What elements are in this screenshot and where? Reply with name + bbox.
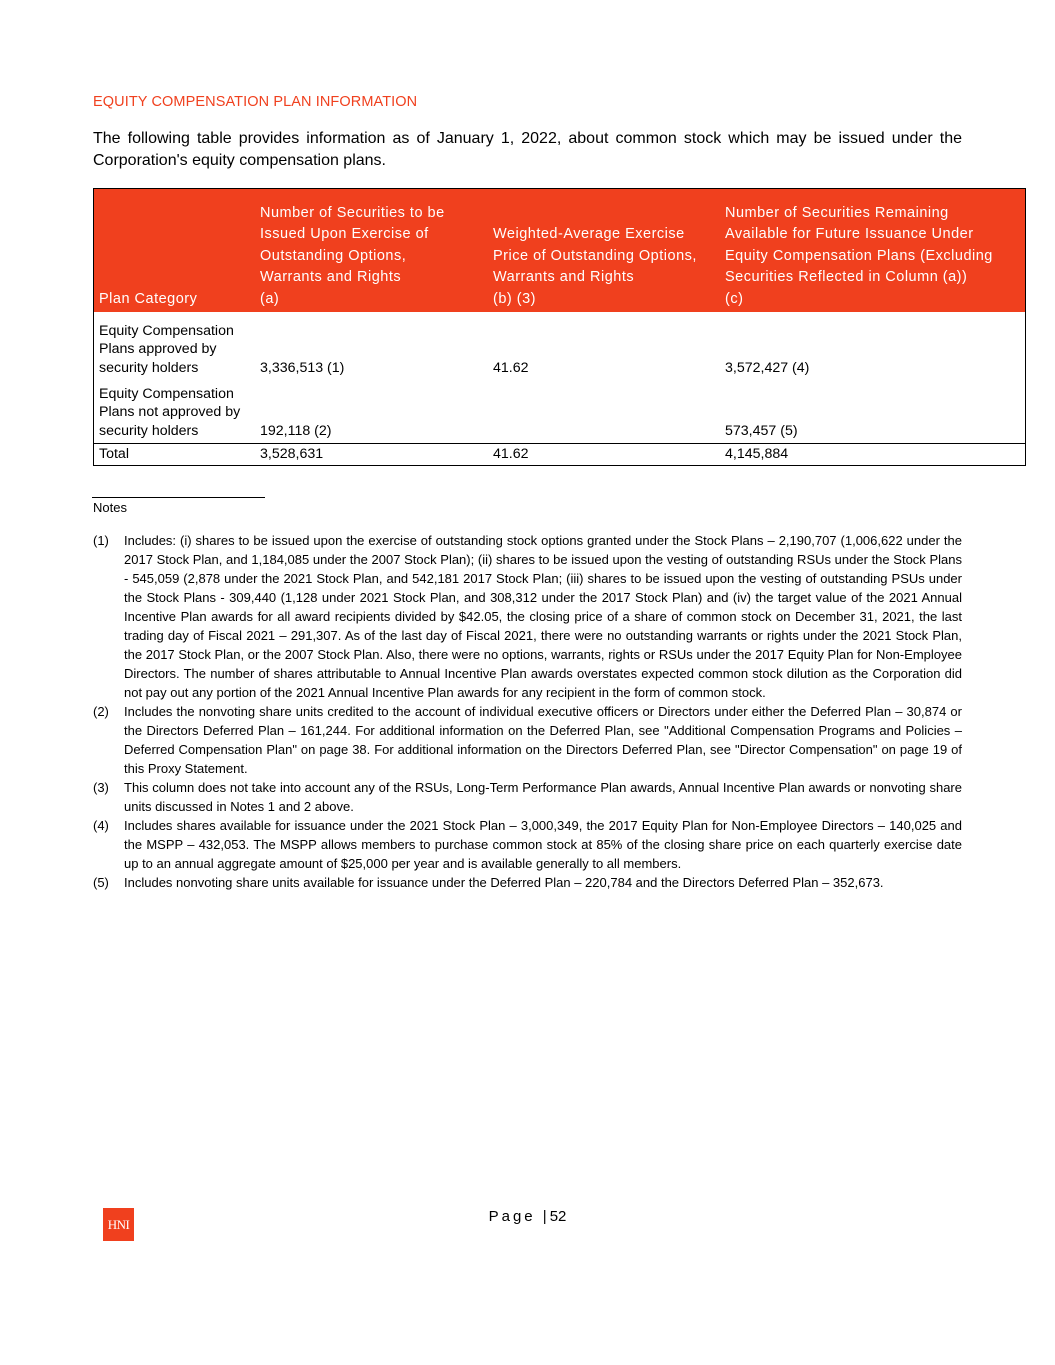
page-number-value: 52	[549, 1208, 567, 1225]
cell-securities-to-be-issued: 192,118 (2)	[260, 422, 332, 439]
header-line: (c)	[725, 290, 744, 307]
cell-weighted-average-price: 41.62	[493, 445, 529, 462]
notes-divider	[92, 497, 265, 498]
note-number: (1)	[93, 533, 109, 548]
table-row-not-approved	[94, 384, 1025, 440]
header-line: Available for Future Issuance Under	[725, 226, 974, 243]
cell-plan-category: Total	[99, 445, 129, 462]
note-text: Includes: (i) shares to be issued upon the exercise of outstanding stock options granted under the Stock Plans – 2,190,707 (1,006,622 under the 2017 Stock Plan, and 1,184,085 under the 2007 Stock Plan); (ii) shares to be issued upon the vesting of outstanding RSUs under the Stock Plans - 545,059 (2,878 under the 2021 Stock Plan, and 542,181 2017 Stock Plan; (iii) shares to be issued upon the vesting of outstanding PSUs under the Stock Plans - 309,440 (1,128 under 2021 Stock Plan, and 308,312 under the 2017 Stock Plan) and (iv) the target value of the 2021 Annual Incentive Plan awards for all award recipients divided by $42.05, the closing price of a share of common stock on December 31, 2021, the last trading day of Fiscal 2021 – 291,307. As of the last day of Fiscal 2021, there were no outstanding warrants or rights under the 2021 Stock Plan, the 2017 Stock Plan, or the 2007 Stock Plan. Also, there were no options, warrants, rights or RSUs under the 2017 Equity Plan for Non-Employee Directors. The number of shares attributable to Annual Incentive Plan awards overstates expected common stock dilution as the Corporation did not pay out any portion of the 2021 Annual Incentive Plan awards for any recipient in the form of common stock.	[124, 533, 962, 700]
category-line: Plans not approved by	[99, 404, 241, 420]
header-line: Number of Securities to be	[260, 204, 445, 221]
header-line: Price of Outstanding Options,	[493, 247, 697, 264]
header-securities-to-be-issued	[260, 203, 485, 310]
header-plan-category	[99, 289, 197, 310]
cell-plan-category	[99, 385, 240, 441]
header-line: Issued Upon Exercise of	[260, 226, 429, 243]
category-line: Equity Compensation	[99, 322, 234, 339]
cell-securities-remaining: 4,145,884	[725, 445, 789, 462]
table-header	[94, 189, 1025, 312]
note-item	[93, 531, 962, 702]
header-weighted-average-price	[493, 224, 721, 310]
category-line: security holders	[99, 422, 199, 439]
cell-securities-to-be-issued: 3,336,513 (1)	[260, 359, 345, 376]
cell-weighted-average-price: 41.62	[493, 359, 529, 376]
header-line: Outstanding Options,	[260, 247, 407, 264]
note-text: Includes shares available for issuance under the 2021 Stock Plan – 3,000,349, the 2017 Equity Plan for Non-Employee Directors – 140,025 and the MSPP – 432,053. The MSPP allows members to purchase common stock at 85% of the closing share price on each quarterly exercise date up to an annual aggregate amount of $25,000 per year and is available generally to all members.	[124, 818, 962, 871]
category-line: Plans approved by	[99, 341, 217, 357]
header-securities-remaining	[725, 203, 1025, 310]
header-line: Equity Compensation Plans (Excluding	[725, 247, 993, 264]
section-title: EQUITY COMPENSATION PLAN INFORMATION	[93, 94, 418, 110]
note-number: (2)	[93, 704, 109, 719]
header-line: Weighted-Average Exercise	[493, 226, 685, 243]
header-line: Warrants and Rights	[260, 269, 402, 286]
intro-paragraph: The following table provides information as of January 1, 2022, about common stock which may be issued under the Corporation's equity compensation plans.	[93, 130, 962, 169]
note-number: (4)	[93, 818, 109, 833]
note-text: Includes the nonvoting share units credited to the account of individual executive officers or Directors under either the Deferred Plan – 30,874 or the Directors Deferred Plan – 161,244. For additional information on the Deferred Plan, see "Additional Compensation Programs and Policies – Deferred Compensation Plan" on page 38. For additional information on the Directors Deferred Plan, see "Director Compensation" on page 19 of this Proxy Statement.	[124, 704, 962, 776]
table-body	[94, 312, 1025, 465]
note-number: (5)	[93, 875, 109, 890]
page-label: Page |	[488, 1208, 550, 1225]
note-item	[93, 816, 962, 873]
notes-list	[93, 531, 962, 892]
equity-compensation-table	[93, 188, 1026, 466]
table-row-total	[94, 443, 1025, 464]
header-line: Number of Securities Remaining	[725, 204, 949, 221]
note-item	[93, 873, 962, 892]
header-line: Plan Category	[99, 290, 198, 307]
notes-label: Notes	[93, 500, 127, 515]
category-line: Equity Compensation	[99, 385, 234, 402]
header-line: (a)	[260, 290, 280, 307]
header-line: Warrants and Rights	[493, 269, 635, 286]
cell-securities-remaining: 3,572,427 (4)	[725, 359, 810, 376]
note-item	[93, 702, 962, 778]
category-line: security holders	[99, 359, 199, 376]
header-line: Securities Reflected in Column (a))	[725, 269, 968, 286]
cell-securities-remaining: 573,457 (5)	[725, 422, 798, 439]
page-number	[0, 1208, 1055, 1225]
cell-plan-category	[99, 322, 234, 378]
hni-logo: HNI	[103, 1208, 134, 1241]
header-line: (b) (3)	[493, 290, 536, 307]
table-row-approved	[94, 321, 1025, 377]
cell-securities-to-be-issued: 3,528,631	[260, 445, 324, 462]
note-number: (3)	[93, 780, 109, 795]
note-text: Includes nonvoting share units available for issuance under the Deferred Plan – 220,784 and the Directors Deferred Plan – 352,673.	[124, 875, 884, 890]
note-text: This column does not take into account any of the RSUs, Long-Term Performance Plan awards, Annual Incentive Plan awards or nonvoting share units discussed in Notes 1 and 2 above.	[124, 780, 962, 814]
note-item	[93, 778, 962, 816]
